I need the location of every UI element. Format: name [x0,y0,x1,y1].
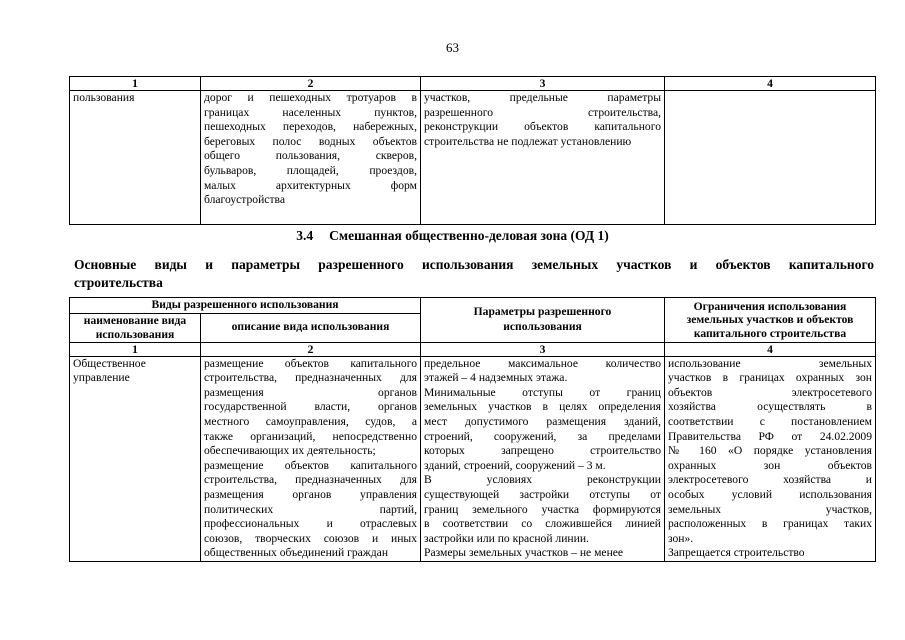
cell-line: пешеходных переходов, набережных, [204,120,417,134]
column-number: 3 [421,342,665,356]
column-number-row [70,342,876,356]
cell-line: строительства, предназначенных для [204,473,417,487]
cell-line: пользования [73,91,135,104]
cell-line: дорог и пешеходных тротуаров в [204,91,417,104]
cell-line: береговых полос водных объектов [204,134,417,148]
page-number: 63 [446,40,459,55]
cell-line: в соответствии со сложившейся линией [424,517,661,531]
column-number: 4 [665,342,876,356]
cell-line: разрешенного строительства, [424,105,661,119]
cell-line: строений, сооружений, за пределами [424,429,661,443]
cell-line: также организаций, непосредственно [204,429,417,443]
column-number: 3 [421,77,665,91]
restrictions-cell [665,356,876,561]
cell-line: электросетевого хозяйства и [668,473,872,487]
table-subtitle [74,256,874,292]
cell-line: застройки или по красной линии. [424,531,589,545]
cell-line: которых запрещено строительство [424,444,661,458]
cell-line: объектов электросетевого [668,385,872,399]
column-number: 1 [70,342,201,356]
column-number: 2 [201,342,421,356]
cell-line: малых архитектурных форм [204,178,417,192]
header-restrictions: Ограничения использования земельных участков и объектов капитального строительства [665,298,876,343]
cell-line: политических партий, [204,502,417,516]
table-row [70,91,876,225]
cell-line: охранных зон объектов [668,458,872,472]
cell-line: В условиях реконструкции [424,473,661,487]
cell-line: Размеры земельных участков – не менее [424,546,624,560]
cell-line: реконструкции объектов капитального [424,120,661,134]
cell-line: размещение объектов капитального [204,356,417,370]
cell-line: № 160 «О порядке установления [668,444,872,458]
cell-line: участков в границах охранных зон [668,371,872,385]
cell-line: расположенных в границах таких [668,517,872,531]
cell-line: существующей застройки отступы от [424,487,661,501]
cell-line: общественных объединений граждан [204,546,389,560]
header-row [70,298,876,314]
restrictions-cell [665,91,876,225]
header-use-description: описание вида использования [201,313,421,342]
use-name-cell [70,91,201,225]
parameters-cell [421,356,665,561]
subtitle-line: строительства [74,275,163,290]
cell-line: границ земельного участка формируются [424,502,661,516]
column-number: 2 [201,77,421,91]
cell-line: союзов, творческих союзов и иных [204,531,417,545]
use-parameters-table [69,297,876,562]
use-description-cell [201,91,421,225]
continuation-table [69,76,876,225]
cell-line: Правительства РФ от 24.02.2009 [668,429,872,443]
cell-line: зданий, строений, сооружений – 3 м. [424,458,606,472]
cell-line: хозяйства осуществлять в [668,400,872,414]
header-use-name: наименование вида использования [70,313,201,342]
table-row [70,356,876,561]
cell-line: зон». [668,531,694,545]
use-name-cell [70,356,201,561]
section-number: 3.4 [296,228,314,243]
cell-line: использование земельных [668,356,872,370]
cell-line: бульваров, площадей, проездов, [204,163,417,177]
cell-line: размещение объектов капитального [204,458,417,472]
column-number: 4 [665,77,876,91]
use-description-cell [201,356,421,561]
cell-line: мест допустимого размещения зданий, [424,414,661,428]
header-parameters: Параметры разрешенного использования [421,298,665,343]
subtitle-line: Основные виды и параметры разрешенного использования земельных участков и объектов капитального [74,257,874,272]
header-group-use-types: Виды разрешенного использования [70,298,421,314]
column-number-row [70,77,876,91]
cell-line: Запрещается строительство [668,546,805,560]
cell-line: профессиональных и отраслевых [204,517,417,531]
cell-line: особых условий использования [668,487,872,501]
cell-line: соответствии с постановлением [668,414,872,428]
column-number: 1 [70,77,201,91]
cell-line: строительства, предназначенных для [204,371,417,385]
cell-line: этажей – 4 надземных этажа. [424,371,568,385]
cell-line: земельных участков, [668,502,872,516]
section-heading [0,228,905,244]
cell-line: предельное максимальное количество [424,356,661,370]
cell-line: общего пользования, скверов, [204,149,417,163]
cell-line: размещения органов управления [204,487,417,501]
cell-line: строительства не подлежат установлению [424,134,632,148]
section-title: Смешанная общественно-деловая зона (ОД 1) [329,228,609,243]
cell-line: Минимальные отступы от границ [424,385,661,399]
cell-line: благоустройства [204,193,285,207]
cell-line: размещения органов [204,385,417,399]
cell-line: местного самоуправления, судов, а [204,414,417,428]
cell-line: государственной власти, органов [204,400,417,414]
cell-line: управление [73,371,130,385]
parameters-cell [421,91,665,225]
cell-line: Общественное [73,356,146,370]
cell-line: участков, предельные параметры [424,91,661,104]
cell-line: обеспечивающих их деятельность; [204,444,376,458]
cell-line: границах населенных пунктов, [204,105,417,119]
cell-line: земельных участков в целях определения [424,400,661,414]
